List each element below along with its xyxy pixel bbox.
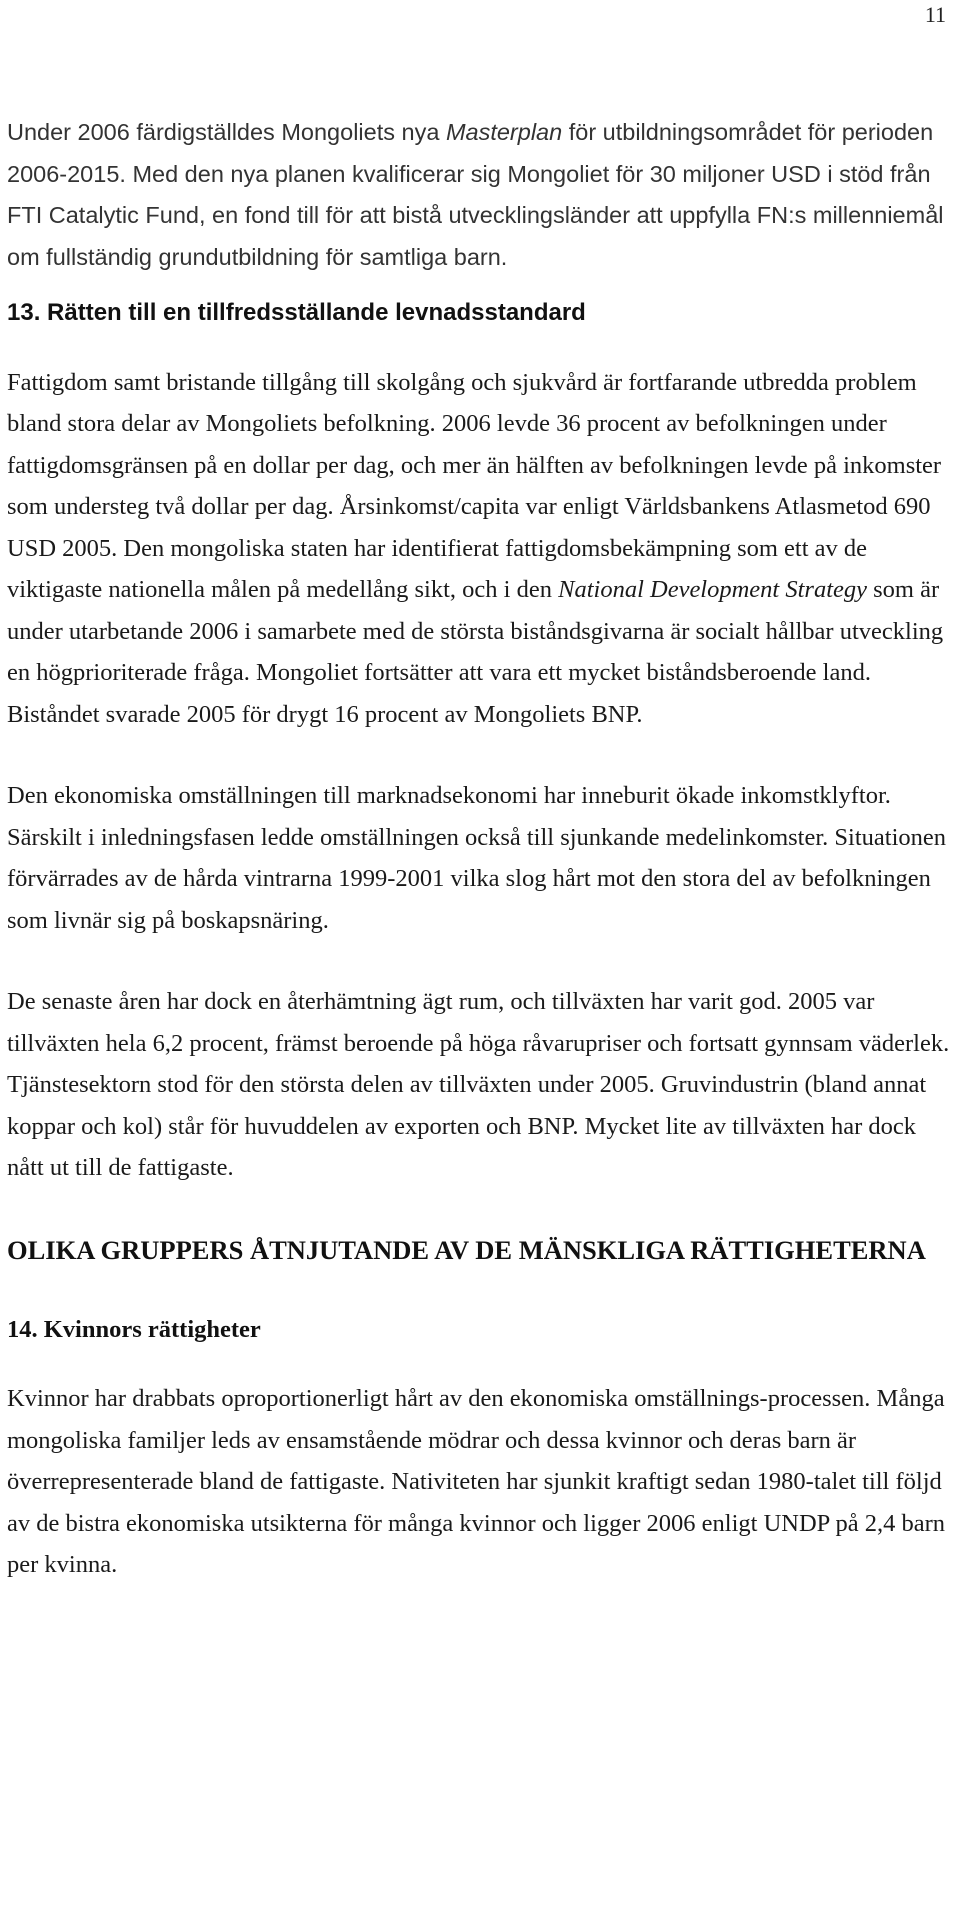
section-13-paragraph-1 bbox=[7, 362, 957, 736]
page-number: 11 bbox=[924, 2, 946, 27]
intro-italic-masterplan: Masterplan bbox=[445, 119, 563, 145]
document-body bbox=[7, 112, 957, 1586]
intro-text-1: Under 2006 färdigställdes Mongoliets nya bbox=[7, 119, 446, 145]
part-heading: OLIKA GRUPPERS ÅTNJUTANDE AV DE MÄNSKLIGA RÄTTIGHETERNA bbox=[7, 1234, 926, 1265]
section-13-p1-italic: National Development Strategy bbox=[558, 576, 868, 603]
section-14-paragraph-1: Kvinnor har drabbats oproportionerligt hårt av den ekonomiska omställnings-processen. Många mongoliska familjer leds av ensamstående mödrar och dessa kvinnor och deras barn är överrepresenterade bland de fattigaste. Nativiteten har sjunkit kraftigt sedan 1980-talet till följd av de bistra ekonomiska utsikterna för många kvinnor och ligger 2006 enligt UNDP på 2,4 barn per kvinna. bbox=[7, 1385, 946, 1578]
section-13-p1-text-2: som är under utarbetande 2006 i samarbete med de största biståndsgivarna är socialt hållbar utveckling en högprioriterade fråga. Mongoliet fortsätter att vara ett mycket biståndsberoende land. Biståndet svarade 2005 för drygt 16 procent av Mongoliets BNP. bbox=[7, 576, 944, 728]
section-13-paragraph-2: Den ekonomiska omställningen till marknadsekonomi har inneburit ökade inkomstklyftor. Särskilt i inledningsfasen ledde omställningen också till sjunkande medelinkomster. Situationen förvärrades av de hårda vintrarna 1999-2001 vilka slog hårt mot den stora del av befolkningen som livnär sig på boskapsnäring. bbox=[7, 782, 947, 934]
intro-paragraph bbox=[7, 112, 957, 278]
section-13-paragraph-3: De senaste åren har dock en återhämtning ägt rum, och tillväxten har varit god. 2005 var tillväxten hela 6,2 procent, främst beroende på höga råvarupriser och fortsatt gynnsam väderlek. Tjänstesektorn stod för den största delen av tillväxten under 2005. Gruvindustrin (bland annat koppar och kol) står för huvuddelen av exporten och BNP. Mycket lite av tillväxten har dock nått ut till de fattigaste. bbox=[7, 988, 950, 1181]
intro-text-2: för utbildningsområdet för perioden 2006-2015. Med den nya planen kvalificerar sig Mongoliet för 30 miljoner USD i stöd från FTI Catalytic Fund, en fond till för att bistå utvecklingsländer att uppfylla FN:s millenniemål om fullständig grundutbildning för samtliga barn. bbox=[7, 119, 944, 270]
section-13-heading: 13. Rätten till en tillfredsställande levnadsstandard bbox=[7, 299, 586, 326]
section-13-p1-text-1: Fattigdom samt bristande tillgång till skolgång och sjukvård är fortfarande utbredda problem bland stora delar av Mongoliets befolkning. 2006 levde 36 procent av befolkningen under fattigdomsgränsen på en dollar per dag, och mer än hälften av befolkningen levde på inkomster som understeg två dollar per dag. Årsinkomst/capita var enligt Världsbankens Atlasmetod 690 USD 2005. Den mongoliska staten har identifierat fattigdomsbekämpning som ett av de viktigaste nationella målen på medellång sikt, och i den bbox=[7, 368, 942, 603]
section-14-heading: 14. Kvinnors rättigheter bbox=[7, 1315, 261, 1343]
